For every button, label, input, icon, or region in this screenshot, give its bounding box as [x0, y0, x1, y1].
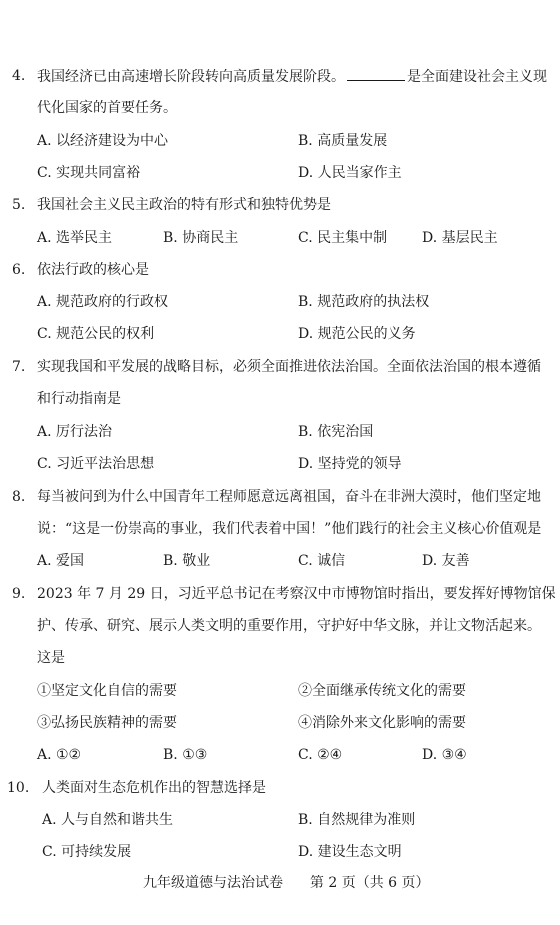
question-stem: 这是: [37, 650, 65, 666]
statement-2: ②全面继承传统文化的需要: [298, 683, 466, 699]
option-a: A. ①②: [37, 747, 82, 763]
question-stem: 依法行政的核心是: [37, 262, 149, 278]
answer-blank: [347, 67, 405, 81]
option-d: D. 规范公民的义务: [298, 326, 416, 342]
option-d: D. 基层民主: [422, 230, 498, 246]
option-c: C. 诚信: [298, 553, 346, 569]
page-footer: [143, 874, 430, 892]
option-a: A. 爱国: [37, 553, 85, 569]
question-stem-text: 是全面建设社会主义现: [407, 69, 547, 85]
question-number: 7.: [12, 359, 26, 375]
option-b: B. 协商民主: [163, 230, 239, 246]
question-number: 10.: [7, 780, 30, 796]
option-b: B. 高质量发展: [298, 133, 388, 149]
question-number: 9.: [12, 586, 26, 602]
question-stem: 代化国家的首要任务。: [37, 100, 177, 116]
question-stem: 实现我国和平发展的战略目标，必须全面推进依法治国。全面依法治国的根本遵循: [37, 359, 541, 375]
statement-3: ③弘扬民族精神的需要: [37, 715, 177, 731]
statement-1: ①坚定文化自信的需要: [37, 683, 177, 699]
question-number: 5.: [12, 197, 26, 213]
question-stem: 2023 年 7 月 29 日，习近平总书记在考察汉中市博物馆时指出，要发挥好博物馆保: [37, 586, 556, 602]
question-stem: 和行动指南是: [37, 391, 121, 407]
question-stem: 我国社会主义民主政治的特有形式和独特优势是: [37, 197, 331, 213]
option-a: A. 人与自然和谐共生: [42, 812, 174, 828]
option-d: D. ③④: [422, 747, 467, 763]
option-a: A. 以经济建设为中心: [37, 133, 169, 149]
option-b: B. 规范政府的执法权: [298, 294, 430, 310]
question-stem: 人类面对生态危机作出的智慧选择是: [42, 780, 266, 796]
option-c: C. 规范公民的权利: [37, 326, 155, 342]
option-c: C. ②④: [298, 747, 343, 763]
option-c: C. 可持续发展: [42, 844, 132, 860]
option-b: B. 敬业: [163, 553, 211, 569]
question-stem: [37, 67, 547, 86]
option-d: D. 坚持党的领导: [298, 456, 402, 472]
question-stem: 护、传承、研究、展示人类文明的重要作用，守护好中华文脉，并让文物活起来。: [37, 618, 541, 634]
option-a: A. 厉行法治: [37, 424, 113, 440]
question-number: 4.: [12, 68, 26, 84]
question-stem-text: 我国经济已由高速增长阶段转向高质量发展阶段。: [37, 69, 345, 85]
option-c: C. 实现共同富裕: [37, 165, 141, 181]
question-stem: 说：“这是一份崇高的事业，我们代表着中国！”他们践行的社会主义核心价值观是: [37, 521, 542, 537]
question-stem: 每当被问到为什么中国青年工程师愿意远离祖国，奋斗在非洲大漠时，他们坚定地: [37, 489, 541, 505]
option-a: A. 规范政府的行政权: [37, 294, 169, 310]
statement-4: ④消除外来文化影响的需要: [298, 715, 466, 731]
option-b: B. 依宪治国: [298, 424, 374, 440]
question-number: 6.: [12, 262, 26, 278]
option-a: A. 选举民主: [37, 230, 113, 246]
option-d: D. 建设生态文明: [298, 844, 402, 860]
exam-title: 九年级道德与法治试卷: [143, 875, 283, 891]
option-c: C. 民主集中制: [298, 230, 388, 246]
page-number: 第 2 页（共 6 页）: [309, 875, 430, 891]
option-c: C. 习近平法治思想: [37, 456, 155, 472]
option-d: D. 人民当家作主: [298, 165, 402, 181]
option-b: B. 自然规律为准则: [298, 812, 416, 828]
question-number: 8.: [12, 489, 26, 505]
option-d: D. 友善: [422, 553, 470, 569]
option-b: B. ①③: [163, 747, 208, 763]
